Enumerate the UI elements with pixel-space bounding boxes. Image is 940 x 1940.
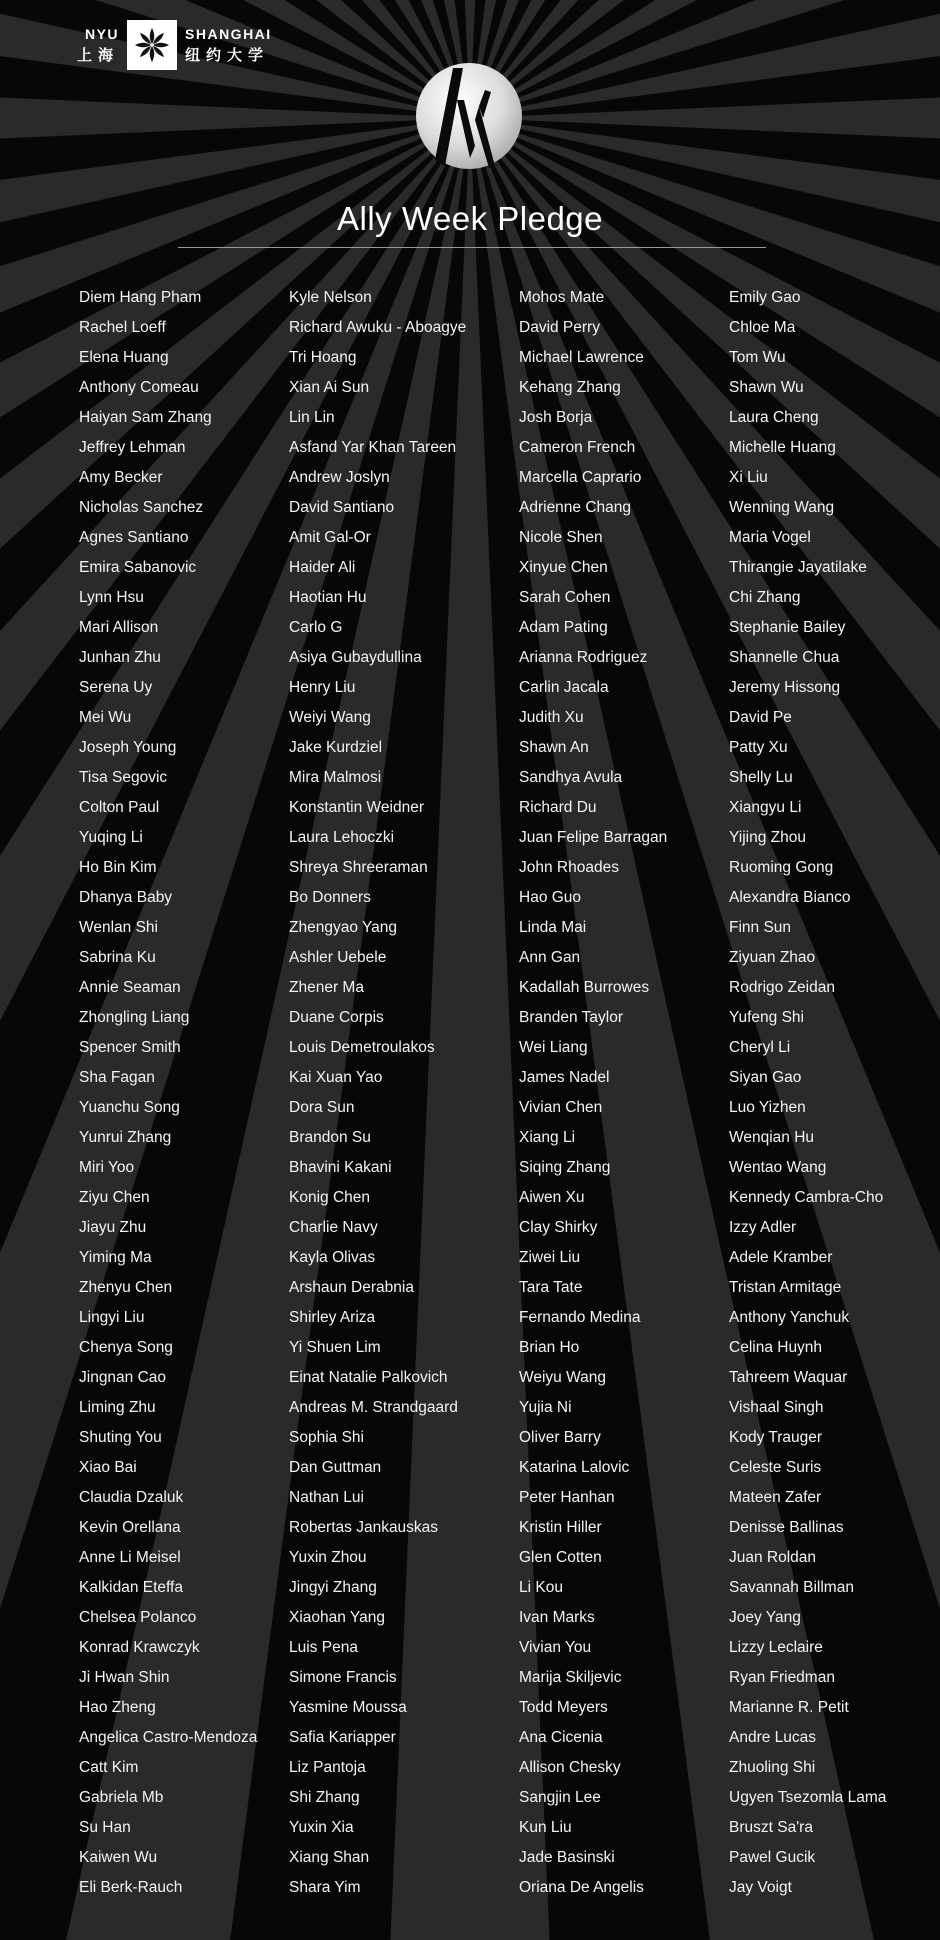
logo-text-shanghai: SHANGHAI: [185, 26, 272, 42]
pledge-name: Branden Taylor: [519, 1009, 623, 1026]
pledge-name: Juan Felipe Barragan: [519, 829, 668, 846]
pledge-name: Vivian Chen: [519, 1099, 603, 1116]
pledge-name: Denisse Ballinas: [729, 1519, 844, 1536]
pledge-name: Konstantin Weidner: [289, 799, 424, 816]
pledge-name: Sarah Cohen: [519, 589, 611, 606]
pledge-name: Agnes Santiano: [79, 529, 189, 546]
pledge-name: Wenning Wang: [729, 499, 835, 516]
names-column-2: [289, 283, 466, 1903]
pledge-name: Kun Liu: [519, 1819, 572, 1836]
pledge-name: Allison Chesky: [519, 1759, 621, 1776]
pledge-name: Shawn Wu: [729, 379, 804, 396]
pledge-name: Safia Kariapper: [289, 1729, 396, 1746]
pledge-name: Sangjin Lee: [519, 1789, 601, 1806]
pledge-name: Arshaun Derabnia: [289, 1279, 414, 1296]
pledge-name: Mohos Mate: [519, 289, 605, 306]
pledge-name: Ziyu Chen: [79, 1189, 150, 1206]
pledge-name: Shannelle Chua: [729, 649, 840, 666]
pledge-name: Catt Kim: [79, 1759, 139, 1776]
pledge-name: Zhener Ma: [289, 979, 364, 996]
pledge-name: Mateen Zafer: [729, 1489, 822, 1506]
pledge-name: Mira Malmosi: [289, 769, 382, 786]
pledge-name: Aiwen Xu: [519, 1189, 585, 1206]
pledge-name: Hao Guo: [519, 889, 582, 906]
names-column-3: [519, 283, 667, 1903]
pledge-name: Zhengyao Yang: [289, 919, 398, 936]
pledge-name: Haider Ali: [289, 559, 356, 576]
pledge-name: John Rhoades: [519, 859, 619, 876]
pledge-name: Asiya Gubaydullina: [289, 649, 422, 666]
nyu-shanghai-logo: [77, 20, 272, 70]
pledge-name: Alexandra Bianco: [729, 889, 851, 906]
pledge-name: Clay Shirky: [519, 1219, 598, 1236]
pledge-name: Maria Vogel: [729, 529, 811, 546]
pledge-name: Su Han: [79, 1819, 131, 1836]
pledge-name: Ashler Uebele: [289, 949, 387, 966]
pledge-name: Adrienne Chang: [519, 499, 632, 516]
pledge-name: Kristin Hiller: [519, 1519, 602, 1536]
pledge-name: Tisa Segovic: [79, 769, 168, 786]
pledge-name: Shara Yim: [289, 1879, 361, 1896]
pledge-name: Jay Voigt: [729, 1879, 792, 1896]
pledge-name: Shreya Shreeraman: [289, 859, 428, 876]
pledge-name: Adam Pating: [519, 619, 608, 636]
pledge-name: Xi Liu: [729, 469, 768, 486]
pledge-name: David Pe: [729, 709, 792, 726]
pledge-name: Andreas M. Strandgaard: [289, 1399, 458, 1416]
pledge-name: Anthony Comeau: [79, 379, 199, 396]
pledge-name: Ivan Marks: [519, 1609, 595, 1626]
nyu-torch-icon: [127, 20, 177, 70]
pledge-name: Celina Huynh: [729, 1339, 823, 1356]
pledge-name: Yijing Zhou: [729, 829, 806, 846]
pledge-name: Arianna Rodriguez: [519, 649, 648, 666]
pledge-name: Sophia Shi: [289, 1429, 364, 1446]
pledge-name: Emira Sabanovic: [79, 559, 197, 576]
pledge-name: Ruoming Gong: [729, 859, 834, 876]
pledge-name: Fernando Medina: [519, 1309, 641, 1326]
pledge-name: Liz Pantoja: [289, 1759, 366, 1776]
pledge-name: Stephanie Bailey: [729, 619, 846, 636]
pledge-name: Duane Corpis: [289, 1009, 384, 1026]
pledge-name: Kai Xuan Yao: [289, 1069, 383, 1086]
pledge-name: Peter Hanhan: [519, 1489, 615, 1506]
pledge-name: Vishaal Singh: [729, 1399, 824, 1416]
pledge-name: Weiyi Wang: [289, 709, 371, 726]
pledge-name: David Perry: [519, 319, 600, 336]
pledge-names-grid: [0, 283, 940, 1903]
pledge-name: Yuqing Li: [79, 829, 143, 846]
pledge-name: Carlin Jacala: [519, 679, 609, 696]
pledge-name: Lingyi Liu: [79, 1309, 145, 1326]
pledge-name: Serena Uy: [79, 679, 153, 696]
logo-text-nyu-cn: 纽约大学: [185, 47, 270, 64]
pledge-name: Finn Sun: [729, 919, 792, 936]
pledge-name: Elena Huang: [79, 349, 169, 366]
pledge-name: Lin Lin: [289, 409, 335, 426]
pledge-name: Ana Cicenia: [519, 1729, 603, 1746]
pledge-name: Wei Liang: [519, 1039, 588, 1056]
pledge-name: Izzy Adler: [729, 1219, 797, 1236]
pledge-name: Jeremy Hissong: [729, 679, 841, 696]
pledge-name: Tahreem Waquar: [729, 1369, 848, 1386]
pledge-name: Marianne R. Petit: [729, 1699, 849, 1716]
pledge-name: Yunrui Zhang: [79, 1129, 172, 1146]
pledge-name: Marija Skiljevic: [519, 1669, 622, 1686]
pledge-name: Robertas Jankauskas: [289, 1519, 439, 1536]
pledge-name: Xiangyu Li: [729, 799, 802, 816]
pledge-name: Anthony Yanchuk: [729, 1309, 850, 1326]
pledge-name: Kody Trauger: [729, 1429, 823, 1446]
pledge-name: Shirley Ariza: [289, 1309, 376, 1326]
pledge-name: Luo Yizhen: [729, 1099, 806, 1116]
pledge-name: Amit Gal-Or: [289, 529, 371, 546]
pledge-name: Kennedy Cambra-Cho: [729, 1189, 884, 1206]
pledge-name: Katarina Lalovic: [519, 1459, 630, 1476]
pledge-name: Xiaohan Yang: [289, 1609, 385, 1626]
pledge-name: Xiang Li: [519, 1129, 576, 1146]
pledge-name: Kehang Zhang: [519, 379, 621, 396]
page-title: Ally Week Pledge: [336, 200, 604, 238]
pledge-name: Lynn Hsu: [79, 589, 144, 606]
pledge-name: Cameron French: [519, 439, 636, 456]
pledge-name: Shi Zhang: [289, 1789, 360, 1806]
pledge-name: Wenlan Shi: [79, 919, 158, 936]
pledge-name: Yuanchu Song: [79, 1099, 180, 1116]
pledge-name: Joseph Young: [79, 739, 177, 756]
pledge-name: Louis Demetroulakos: [289, 1039, 435, 1056]
pledge-name: Asfand Yar Khan Tareen: [289, 439, 457, 456]
pledge-name: Andre Lucas: [729, 1729, 817, 1746]
pledge-name: Marcella Caprario: [519, 469, 642, 486]
pledge-name: Michael Lawrence: [519, 349, 644, 366]
pledge-name: Brandon Su: [289, 1129, 371, 1146]
pledge-name: Ryan Friedman: [729, 1669, 835, 1686]
pledge-name: Chenya Song: [79, 1339, 173, 1356]
pledge-name: Liming Zhu: [79, 1399, 156, 1416]
pledge-name: Xiao Bai: [79, 1459, 137, 1476]
pledge-name: Gabriela Mb: [79, 1789, 164, 1806]
pledge-name: Claudia Dzaluk: [79, 1489, 184, 1506]
pledge-name: Laura Cheng: [729, 409, 819, 426]
pledge-name: Angelica Castro-Mendoza: [79, 1729, 258, 1746]
pledge-name: Ziwei Liu: [519, 1249, 581, 1266]
pledge-name: Kayla Olivas: [289, 1249, 376, 1266]
pledge-name: Ziyuan Zhao: [729, 949, 816, 966]
pledge-name: Spencer Smith: [79, 1039, 181, 1056]
pledge-name: Simone Francis: [289, 1669, 397, 1686]
pledge-name: Xinyue Chen: [519, 559, 608, 576]
pledge-name: Josh Borja: [519, 409, 593, 426]
pledge-name: Juan Roldan: [729, 1549, 817, 1566]
pledge-name: Nicole Shen: [519, 529, 603, 546]
pledge-name: Wenqian Hu: [729, 1129, 815, 1146]
pledge-name: Konig Chen: [289, 1189, 371, 1206]
pledge-name: Emily Gao: [729, 289, 801, 306]
pledge-name: Ugyen Tsezomla Lama: [729, 1789, 887, 1806]
pledge-name: Shuting You: [79, 1429, 162, 1446]
names-column-4: [729, 283, 886, 1903]
pledge-name: Oriana De Angelis: [519, 1879, 644, 1896]
pledge-name: Oliver Barry: [519, 1429, 601, 1446]
pledge-name: Andrew Joslyn: [289, 469, 390, 486]
pledge-name: Carlo G: [289, 619, 343, 636]
pledge-name: Adele Kramber: [729, 1249, 833, 1266]
pledge-name: Ji Hwan Shin: [79, 1669, 170, 1686]
pledge-name: Mei Wu: [79, 709, 132, 726]
pledge-name: Vivian You: [519, 1639, 592, 1656]
pledge-name: Siyan Gao: [729, 1069, 802, 1086]
pledge-name: Sabrina Ku: [79, 949, 156, 966]
pledge-name: David Santiano: [289, 499, 395, 516]
logo-text-nyu: NYU: [84, 26, 120, 42]
pledge-name: Zhongling Liang: [79, 1009, 190, 1026]
pledge-name: Wentao Wang: [729, 1159, 827, 1176]
pledge-name: Kalkidan Eteffa: [79, 1579, 183, 1596]
pledge-name: Yujia Ni: [519, 1399, 572, 1416]
pledge-name: Diem Hang Pham: [79, 289, 202, 306]
pledge-name: Ho Bin Kim: [79, 859, 157, 876]
pledge-name: Shawn An: [519, 739, 589, 756]
pledge-name: Pawel Gucik: [729, 1849, 816, 1866]
pledge-name: Cheryl Li: [729, 1039, 791, 1056]
pledge-name: Xiang Shan: [289, 1849, 370, 1866]
pledge-name: Richard Du: [519, 799, 597, 816]
pledge-name: Kevin Orellana: [79, 1519, 181, 1536]
pledge-name: Mari Allison: [79, 619, 159, 636]
pledge-name: Yuxin Xia: [289, 1819, 354, 1836]
pledge-name: Xian Ai Sun: [289, 379, 370, 396]
pledge-name: Eli Berk-Rauch: [79, 1879, 183, 1896]
pledge-name: Kadallah Burrowes: [519, 979, 650, 996]
pledge-name: Rachel Loeff: [79, 319, 166, 336]
pledge-name: James Nadel: [519, 1069, 610, 1086]
pledge-name: Weiyu Wang: [519, 1369, 607, 1386]
pledge-name: Lizzy Leclaire: [729, 1639, 823, 1656]
pledge-name: Jingnan Cao: [79, 1369, 167, 1386]
pledge-name: Annie Seaman: [79, 979, 181, 996]
pledge-name: Jeffrey Lehman: [79, 439, 186, 456]
pledge-name: Colton Paul: [79, 799, 160, 816]
pledge-name: Luis Pena: [289, 1639, 358, 1656]
pledge-name: Richard Awuku - Aboagye: [289, 319, 467, 336]
pledge-name: Dora Sun: [289, 1099, 355, 1116]
pledge-name: Ann Gan: [519, 949, 581, 966]
pledge-name: Laura Lehoczki: [289, 829, 395, 846]
pledge-name: Yiming Ma: [79, 1249, 152, 1266]
pledge-name: Einat Natalie Palkovich: [289, 1369, 448, 1386]
names-column-1: [79, 283, 257, 1903]
title-divider: [178, 247, 766, 248]
pledge-name: Thirangie Jayatilake: [729, 559, 867, 576]
pledge-name: Tristan Armitage: [729, 1279, 842, 1296]
pledge-name: Michelle Huang: [729, 439, 836, 456]
pledge-name: Zhuoling Shi: [729, 1759, 816, 1776]
pledge-name: Kyle Nelson: [289, 289, 372, 306]
pledge-name: Anne Li Meisel: [79, 1549, 181, 1566]
pledge-name: Nathan Lui: [289, 1489, 364, 1506]
pledge-name: Hao Zheng: [79, 1699, 156, 1716]
pledge-name: Joey Yang: [729, 1609, 801, 1626]
pledge-name: Tri Hoang: [289, 349, 357, 366]
pledge-name: Haiyan Sam Zhang: [79, 409, 212, 426]
pledge-name: Rodrigo Zeidan: [729, 979, 835, 996]
pledge-name: Brian Ho: [519, 1339, 580, 1356]
pledge-name: Chelsea Polanco: [79, 1609, 197, 1626]
pledge-name: Bhavini Kakani: [289, 1159, 392, 1176]
pledge-name: Bruszt Sa'ra: [729, 1819, 813, 1836]
pledge-name: Patty Xu: [729, 739, 788, 756]
pledge-name: Tom Wu: [729, 349, 786, 366]
pledge-name: Bo Donners: [289, 889, 371, 906]
pledge-name: Jiayu Zhu: [79, 1219, 147, 1236]
pledge-name: Konrad Krawczyk: [79, 1639, 200, 1656]
pledge-name: Li Kou: [519, 1579, 563, 1596]
pledge-name: Charlie Navy: [289, 1219, 378, 1236]
pledge-name: Shelly Lu: [729, 769, 793, 786]
pledge-name: Sha Fagan: [79, 1069, 155, 1086]
pledge-name: Kaiwen Wu: [79, 1849, 158, 1866]
pledge-name: Celeste Suris: [729, 1459, 822, 1476]
pledge-name: Yufeng Shi: [729, 1009, 804, 1026]
pledge-name: Sandhya Avula: [519, 769, 623, 786]
pledge-name: Amy Becker: [79, 469, 163, 486]
pledge-name: Todd Meyers: [519, 1699, 608, 1716]
logo-text-shanghai-cn: 上海: [77, 47, 120, 64]
pledge-name: Linda Mai: [519, 919, 587, 936]
pledge-name: Savannah Billman: [729, 1579, 854, 1596]
pledge-name: Yi Shuen Lim: [289, 1339, 381, 1356]
pledge-name: Chloe Ma: [729, 319, 796, 336]
pledge-name: Haotian Hu: [289, 589, 367, 606]
pledge-name: Jade Basinski: [519, 1849, 615, 1866]
pledge-name: Jake Kurdziel: [289, 739, 383, 756]
pledge-name: Jingyi Zhang: [289, 1579, 377, 1596]
pledge-name: Miri Yoo: [79, 1159, 135, 1176]
pledge-name: Dan Guttman: [289, 1459, 382, 1476]
pledge-name: Glen Cotten: [519, 1549, 602, 1566]
pledge-name: Yuxin Zhou: [289, 1549, 367, 1566]
pledge-name: Nicholas Sanchez: [79, 499, 204, 516]
pledge-name: Siqing Zhang: [519, 1159, 611, 1176]
pledge-name: Chi Zhang: [729, 589, 801, 606]
pledge-name: Zhenyu Chen: [79, 1279, 173, 1296]
pledge-name: Tara Tate: [519, 1279, 583, 1296]
ally-week-w-emblem-icon: [415, 62, 523, 170]
pledge-name: Junhan Zhu: [79, 649, 161, 666]
pledge-name: Yasmine Moussa: [289, 1699, 407, 1716]
pledge-name: Dhanya Baby: [79, 889, 173, 906]
pledge-name: Henry Liu: [289, 679, 356, 696]
pledge-name: Judith Xu: [519, 709, 584, 726]
